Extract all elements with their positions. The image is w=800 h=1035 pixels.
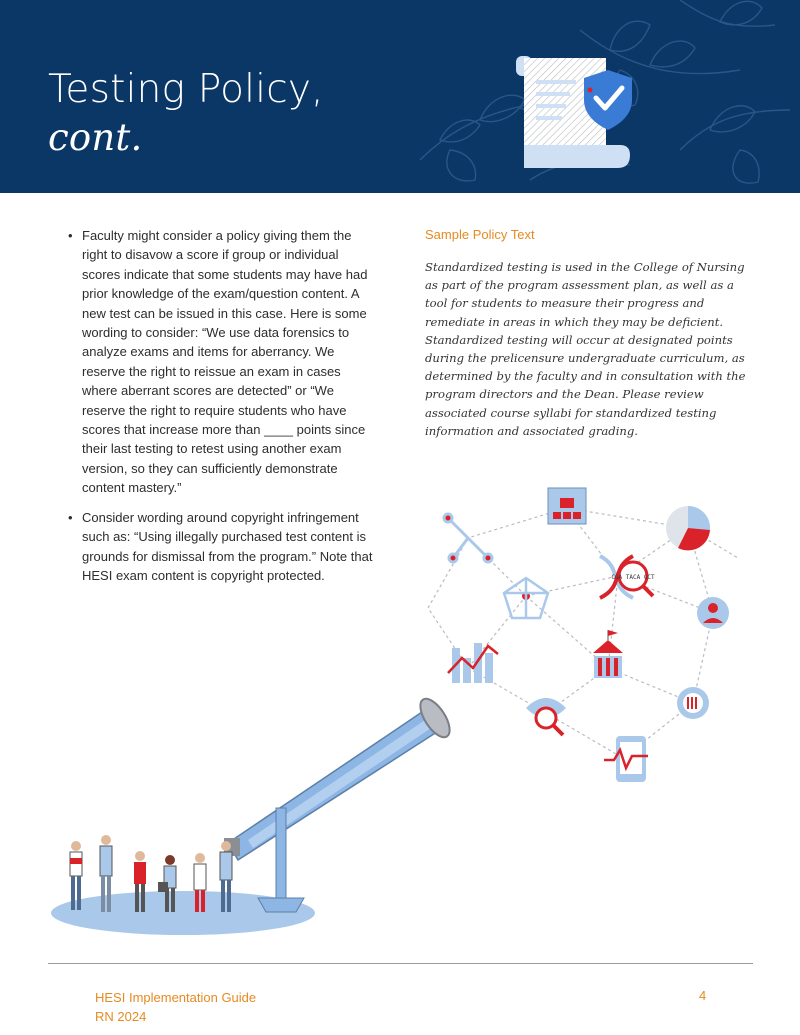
institution-icon: [593, 630, 623, 678]
page-number: 4: [699, 988, 707, 1003]
bullet-item: • Faculty might consider a policy giving them the right to disavow a score if group or individual scores indicate that some students may have had prior knowledge of the exam/question content. A new test can be issued in this case. Here is some wording to consider: “We use data forensics to analyze exams and items for aberrancy. We reserve the right to reissue an exam in cases where aberrant scores are detected” or “We reserve the right to require students who have scores that increase more than ____ points since their last testing to retest using another exam version, so they can sufficiently demonstrate content mastery.”: [66, 226, 376, 498]
document-shield-icon: [510, 50, 640, 175]
user-network-icon: [697, 597, 729, 629]
footer-line-1: HESI Implementation Guide: [95, 990, 257, 1005]
sample-policy-label: Sample Policy Text: [425, 227, 535, 242]
telescope-network-illustration: [48, 468, 768, 948]
browser-chart-icon: [548, 488, 586, 524]
footer-guide-title: [95, 988, 256, 1026]
molecule-icon: [504, 578, 548, 618]
mobile-heartbeat-icon: [604, 736, 648, 782]
bullet-item: • Consider wording around copyright infringement such as: “Using illegally purchased test content is grounds for dismissal from the program.” Note that HESI exam content is copyright protected.: [66, 508, 376, 586]
header-banner: [0, 0, 800, 193]
pie-chart-icon: [666, 506, 710, 550]
page-title: [48, 66, 324, 162]
title-line-2: cont.: [48, 116, 143, 159]
sample-policy-box: [425, 226, 755, 440]
person-figure: [70, 841, 82, 910]
circuit-icon: [444, 514, 492, 562]
footer-line-2: RN 2024: [95, 1009, 147, 1024]
dna-magnifier-icon: [600, 556, 655, 598]
sample-policy-text: Standardized testing is used in the College of Nursing as part of the program assessment plan, as well as a tool for students to measure their progress and remediate in areas in which they may be deficient. Standardized testing will occur at designated points during the prelicensure undergraduate curriculum, as determined by the faculty and in consultation with the program directors and the Dean. Please review associated course syllabi for standardized testing information and associated grading.: [425, 260, 746, 438]
eye-search-icon: [526, 698, 566, 735]
title-line-1: Testing Policy,: [48, 67, 324, 112]
telescope-icon: [51, 694, 455, 935]
gear-barcode-icon: [677, 687, 709, 719]
bar-graph-icon: [448, 643, 498, 683]
footer-divider: [48, 963, 753, 964]
dna-badge-text: CGA TACA GCT: [611, 574, 655, 581]
